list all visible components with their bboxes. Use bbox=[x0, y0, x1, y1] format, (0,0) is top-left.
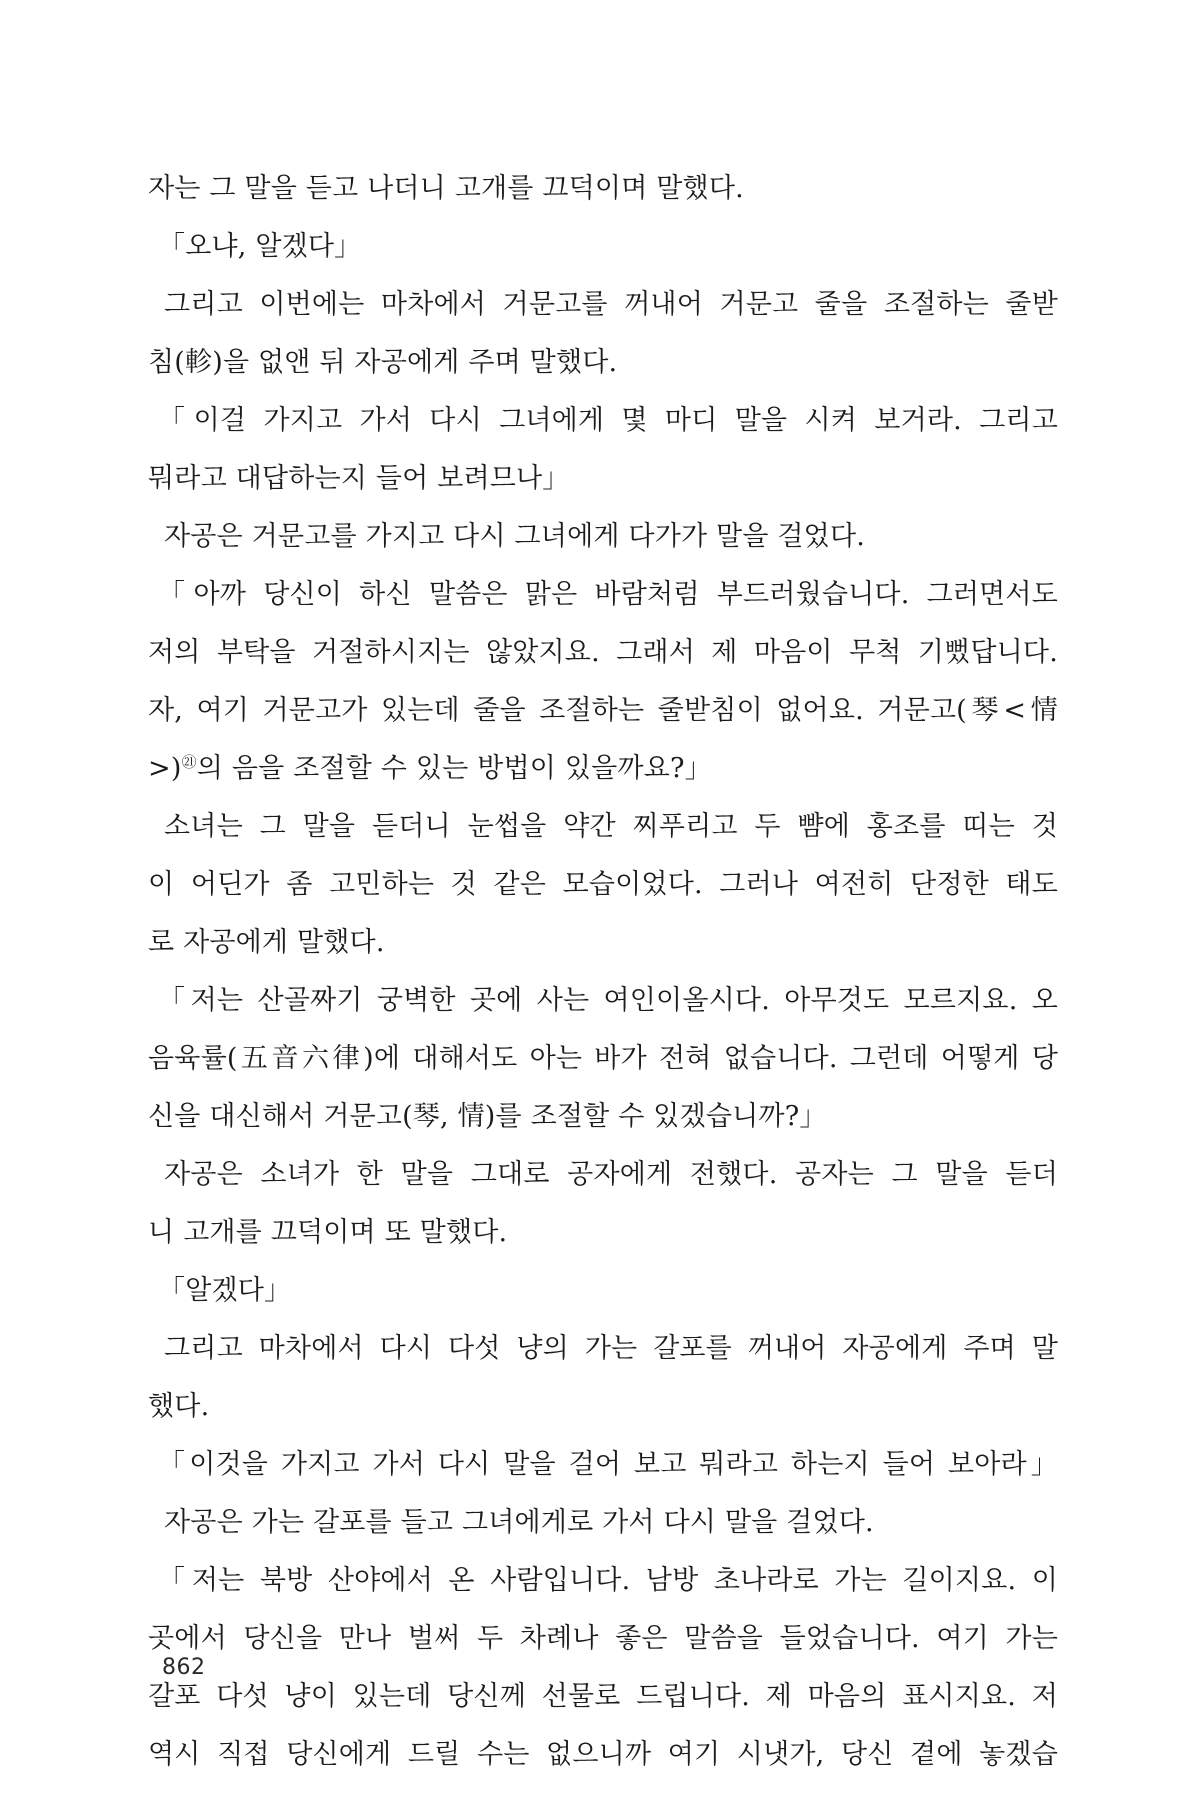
text-line-content: 「오냐, 알겠다」 bbox=[158, 231, 362, 262]
text-line-content: 뭐라고 대답하는지 들어 보려므나」 bbox=[148, 463, 570, 494]
page-number: 862 bbox=[162, 1655, 206, 1680]
text-line bbox=[148, 334, 1058, 392]
text-line-content: 자, 여기 거문고가 있는데 줄을 조절하는 줄받침이 없어요. 거문고(琴<情 bbox=[148, 695, 1058, 726]
text-line bbox=[148, 508, 1058, 566]
text-line bbox=[148, 1378, 1058, 1436]
text-line-continuation: 의 음을 조절할 수 있는 방법이 있을까요?」 bbox=[196, 753, 712, 784]
text-line-content: 했다. bbox=[148, 1391, 210, 1422]
text-line-content: 역시 직접 당신에게 드릴 수는 없으니까 여기 시냇가, 당신 곁에 놓겠습 bbox=[148, 1739, 1058, 1770]
text-line bbox=[148, 798, 1058, 856]
text-line-content: 이 어딘가 좀 고민하는 것 같은 모습이었다. 그러나 여전히 단정한 태도 bbox=[148, 869, 1058, 900]
text-line bbox=[148, 1088, 1058, 1146]
text-line bbox=[148, 276, 1058, 334]
text-line-content: 음육률(五音六律)에 대해서도 아는 바가 전혀 없습니다. 그런데 어떻게 당 bbox=[148, 1043, 1058, 1074]
text-line-content: 곳에서 당신을 만나 벌써 두 차례나 좋은 말씀을 들었습니다. 여기 가는 bbox=[148, 1623, 1058, 1654]
text-line-content: >) bbox=[148, 753, 182, 784]
text-line bbox=[148, 160, 1058, 218]
text-line bbox=[148, 1262, 1058, 1320]
text-line-content: 자공은 소녀가 한 말을 그대로 공자에게 전했다. 공자는 그 말을 듣더 bbox=[164, 1159, 1058, 1190]
text-line-content: 자는 그 말을 듣고 나더니 고개를 끄덕이며 말했다. bbox=[148, 173, 744, 204]
text-line bbox=[148, 392, 1058, 450]
text-line bbox=[148, 1030, 1058, 1088]
body-text bbox=[148, 160, 1058, 1784]
text-line-content: 니 고개를 끄덕이며 또 말했다. bbox=[148, 1217, 508, 1248]
text-line bbox=[148, 972, 1058, 1030]
text-line bbox=[148, 624, 1058, 682]
text-line bbox=[148, 1668, 1058, 1726]
text-line bbox=[148, 1146, 1058, 1204]
text-line bbox=[148, 740, 1058, 798]
text-line bbox=[148, 1552, 1058, 1610]
text-line bbox=[148, 218, 1058, 276]
text-line-content: 그리고 마차에서 다시 다섯 냥의 가는 갈포를 꺼내어 자공에게 주며 말 bbox=[164, 1333, 1058, 1364]
text-line bbox=[148, 1320, 1058, 1378]
text-line bbox=[148, 1204, 1058, 1262]
text-line bbox=[148, 1436, 1058, 1494]
text-line-content: 「이것을 가지고 가서 다시 말을 걸어 보고 뭐라고 하는지 들어 보아라」 bbox=[158, 1449, 1058, 1480]
text-line-content: 저의 부탁을 거절하시지는 않았지요. 그래서 제 마음이 무척 기뻤답니다. bbox=[148, 637, 1058, 668]
text-line bbox=[148, 1610, 1058, 1668]
text-line bbox=[148, 856, 1058, 914]
text-line bbox=[148, 1726, 1058, 1784]
text-line-content: 「알겠다」 bbox=[158, 1275, 292, 1306]
text-line-content: 「아까 당신이 하신 말씀은 맑은 바람처럼 부드러웠습니다. 그러면서도 bbox=[158, 579, 1058, 610]
text-line bbox=[148, 566, 1058, 624]
text-line-content: 자공은 가는 갈포를 들고 그녀에게로 가서 다시 말을 걸었다. bbox=[164, 1507, 874, 1538]
text-line bbox=[148, 450, 1058, 508]
text-line-content: 신을 대신해서 거문고(琴, 情)를 조절할 수 있겠습니까?」 bbox=[148, 1101, 827, 1132]
text-line bbox=[148, 914, 1058, 972]
text-line bbox=[148, 682, 1058, 740]
text-line-content: 로 자공에게 말했다. bbox=[148, 927, 385, 958]
footnote-marker: ㉑ bbox=[181, 753, 197, 771]
text-line-content: 소녀는 그 말을 듣더니 눈썹을 약간 찌푸리고 두 뺨에 홍조를 띠는 것 bbox=[164, 811, 1058, 842]
text-line-content: 「저는 산골짜기 궁벽한 곳에 사는 여인이올시다. 아무것도 모르지요. 오 bbox=[158, 985, 1058, 1016]
text-line bbox=[148, 1494, 1058, 1552]
text-line-content: 자공은 거문고를 가지고 다시 그녀에게 다가가 말을 걸었다. bbox=[164, 521, 866, 552]
text-line-content: 「저는 북방 산야에서 온 사람입니다. 남방 초나라로 가는 길이지요. 이 bbox=[158, 1565, 1058, 1596]
text-line-content: 침(軫)을 없앤 뒤 자공에게 주며 말했다. bbox=[148, 347, 618, 378]
text-line-content: 그리고 이번에는 마차에서 거문고를 꺼내어 거문고 줄을 조절하는 줄받 bbox=[164, 289, 1058, 320]
text-line-content: 갈포 다섯 냥이 있는데 당신께 선물로 드립니다. 제 마음의 표시지요. 저 bbox=[148, 1681, 1058, 1712]
text-line-content: 「이걸 가지고 가서 다시 그녀에게 몇 마디 말을 시켜 보거라. 그리고 bbox=[158, 405, 1058, 436]
